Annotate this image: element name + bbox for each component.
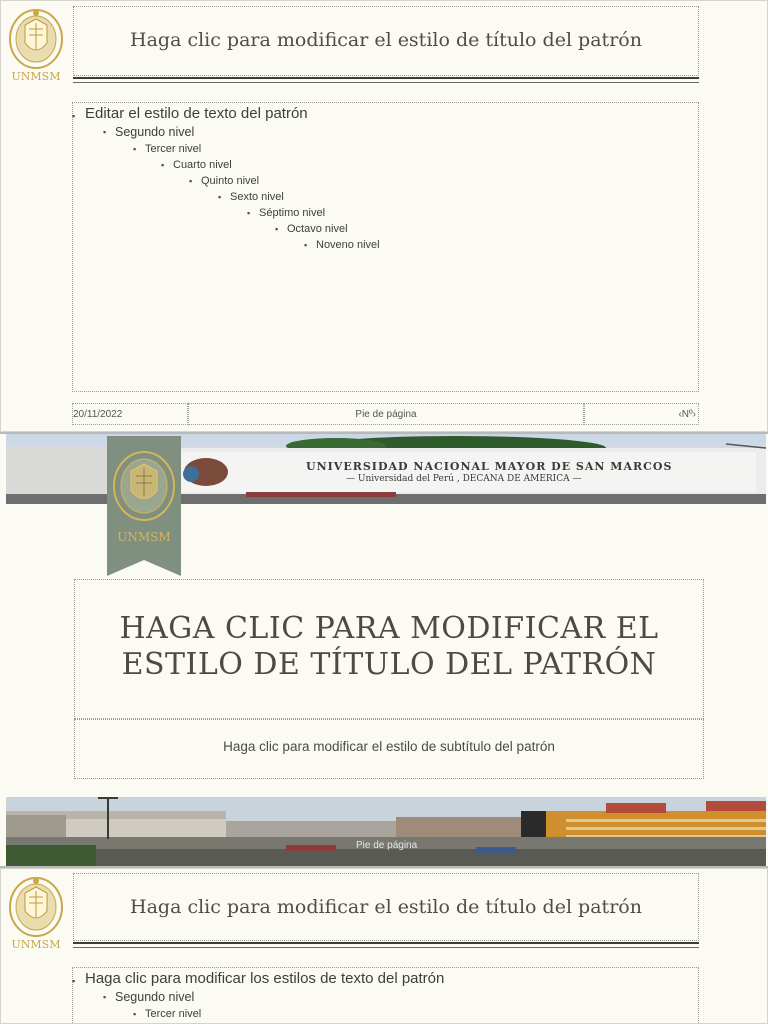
bullet-list	[73, 969, 444, 1022]
bullet-level-9: ▪ Noveno nivel	[316, 237, 380, 253]
logo-text: UNMSM	[11, 938, 61, 951]
slide-title-line-1: HAGA CLIC PARA MODIFICAR EL	[119, 611, 659, 646]
slide-thumbnail-2[interactable]	[0, 434, 768, 866]
slide-thumbnail-1[interactable]	[0, 0, 768, 432]
banner-inscription-sub: — Universidad del Perú , DECANA DE AMERICA —	[346, 474, 582, 484]
ribbon-logo-icon	[107, 436, 181, 576]
subtitle-placeholder[interactable]	[74, 719, 704, 779]
footer-slide-number: ‹Nº›	[584, 403, 699, 425]
banner-inscription: UNIVERSIDAD NACIONAL MAYOR DE SAN MARCOS	[306, 460, 673, 473]
title-divider	[73, 77, 699, 83]
slide-title-line-2: ESTILO DE TÍTULO DEL PATRÓN	[121, 647, 657, 682]
bullet-level-4: ▪ Cuarto nivel	[173, 157, 380, 173]
bullet-level-1: ▪ Haga clic para modificar los estilos de texto del patrón	[85, 969, 444, 989]
bullet-level-7: ▪ Séptimo nivel	[259, 205, 380, 221]
logo-text: UNMSM	[11, 70, 61, 83]
footer-text: Pie de página	[188, 403, 584, 425]
campus-panorama-photo	[6, 797, 766, 866]
title-placeholder[interactable]	[74, 579, 704, 719]
bullet-level-8: ▪ Octavo nivel	[287, 221, 380, 237]
logo-ribbon	[107, 436, 181, 576]
unmsm-seal-icon	[7, 5, 65, 87]
bullet-level-1: ▪ Editar el estilo de texto del patrón	[85, 104, 380, 124]
footer-text: Pie de página	[356, 840, 418, 851]
bullet-level-2: ▪ Segundo nivel	[115, 124, 380, 141]
ribbon-logo-text: UNMSM	[117, 530, 171, 544]
slide-title: Haga clic para modificar el estilo de título del patrón	[130, 29, 642, 51]
bullet-level-6: ▪ Sexto nivel	[230, 189, 380, 205]
title-divider	[73, 942, 699, 948]
title-placeholder[interactable]	[73, 873, 699, 941]
bullet-level-3: ▪ Tercer nivel	[145, 141, 380, 157]
slide-title	[75, 611, 703, 683]
slide-title: Haga clic para modificar el estilo de título del patrón	[130, 896, 642, 918]
slide-thumbnail-3[interactable]	[0, 868, 768, 1024]
bullet-level-2: ▪ Segundo nivel	[115, 989, 444, 1006]
footer-date: 20/11/2022	[72, 403, 188, 425]
unmsm-seal-icon	[7, 873, 65, 955]
title-placeholder[interactable]	[73, 6, 699, 76]
bullet-level-3: ▪ Tercer nivel	[145, 1006, 444, 1022]
bullet-level-5: ▪ Quinto nivel	[201, 173, 380, 189]
bullet-list	[73, 104, 380, 253]
slide-subtitle: Haga clic para modificar el estilo de subtítulo del patrón	[223, 739, 555, 754]
